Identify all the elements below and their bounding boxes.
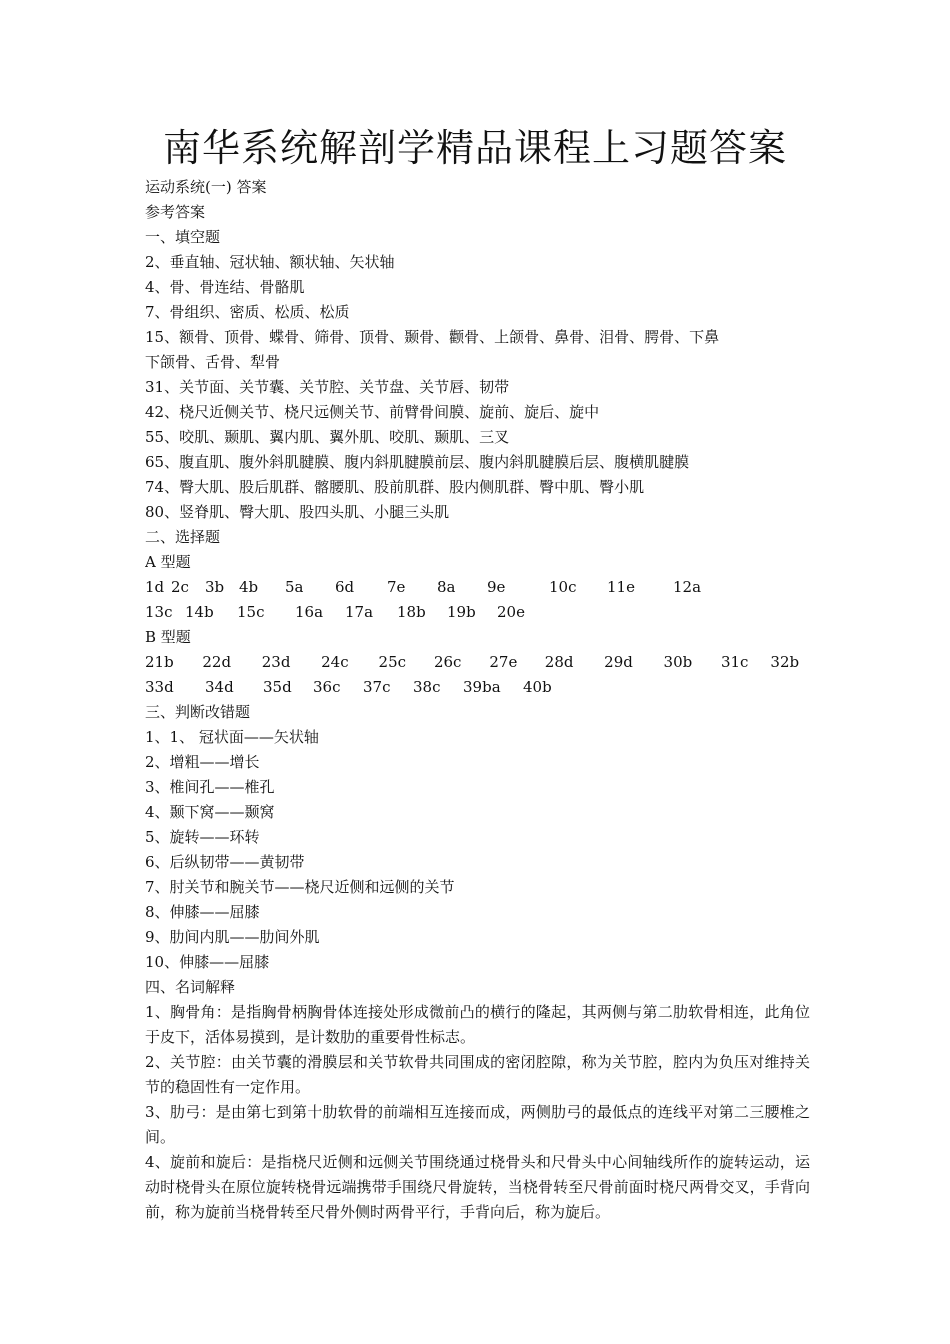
choice-answer: 28d (544, 653, 574, 671)
choice-answer: 33d (145, 678, 174, 696)
fill-answer: 15、额骨、顶骨、蝶骨、筛骨、顶骨、颞骨、颧骨、上颌骨、鼻骨、泪骨、腭骨、下鼻 (145, 328, 720, 346)
document-title: 南华系统解剖学精品课程上习题答案 (162, 126, 787, 170)
answer-row-a2 (145, 600, 810, 625)
document-body (145, 175, 810, 1225)
choice-answer: 31c (720, 653, 749, 671)
choice-answer: 23d (261, 653, 291, 671)
choice-answer: 38c (413, 678, 441, 696)
choice-answer: 24c (321, 653, 349, 671)
fill-answer: 65、腹直肌、腹外斜肌腱膜、腹内斜肌腱膜前层、腹内斜肌腱膜后层、腹横肌腱膜 (145, 453, 690, 471)
section-heading-fill: 一、填空题 (145, 228, 221, 246)
fill-answer: 31、关节面、关节囊、关节腔、关节盘、关节唇、韧带 (145, 378, 510, 396)
term-definition: 2、关节腔：由关节囊的滑膜层和关节软骨共同围成的密闭腔隙，称为关节腔，腔内为负压对维持关节的稳固性有一定作用。 (145, 1053, 810, 1096)
judge-answer: 9、肋间内肌——肋间外肌 (145, 928, 320, 946)
choice-answer: 29d (604, 653, 633, 671)
choice-answer: 3b (205, 578, 225, 596)
choice-answer: 7e (387, 578, 406, 596)
choice-answer: 25c (378, 653, 407, 671)
choice-answer: 14b (185, 603, 214, 621)
choice-answer: 30b (663, 653, 693, 671)
judge-answer: 7、肘关节和腕关节——桡尺近侧和远侧的关节 (145, 878, 455, 896)
choice-answer: 26c (433, 653, 462, 671)
fill-answer: 7、骨组织、密质、松质、松质 (145, 303, 350, 321)
choice-answer: 9e (487, 578, 506, 596)
section-heading-choice: 二、选择题 (145, 528, 221, 546)
judge-answer: 6、后纵韧带——黄韧带 (145, 853, 305, 871)
choice-answer: 15c (237, 603, 265, 621)
fill-answer: 55、咬肌、颞肌、翼内肌、翼外肌、咬肌、颞肌、三叉 (145, 428, 510, 446)
choice-answer: 13c (145, 603, 173, 621)
section-heading-judge: 三、判断改错题 (145, 703, 251, 721)
judge-answer: 3、椎间孔——椎孔 (145, 778, 275, 796)
fill-answer: 74、臀大肌、股后肌群、髂腰肌、股前肌群、股内侧肌群、臀中肌、臀小肌 (145, 478, 645, 496)
choice-answer: 2c (171, 578, 189, 596)
choice-answer: 22d (202, 653, 232, 671)
term-definition: 1、胸骨角：是指胸骨柄胸骨体连接处形成微前凸的横行的隆起，其两侧与第二肋软骨相连，此角位于皮下，活体易摸到，是计数肋的重要骨性标志。 (145, 1003, 810, 1046)
choice-answer: 35d (263, 678, 292, 696)
section-subtitle: 运动系统(一) 答案 (145, 178, 267, 196)
choice-answer: 32b (770, 653, 800, 671)
b-type-heading: B 型题 (145, 628, 191, 646)
answer-row-b2 (145, 675, 810, 700)
answer-row-a1 (145, 575, 810, 600)
choice-answer: 36c (313, 678, 341, 696)
choice-answer: 4b (239, 578, 259, 596)
choice-answer: 11e (607, 578, 635, 596)
judge-answer: 10、伸膝——屈膝 (145, 953, 270, 971)
choice-answer: 12a (673, 578, 702, 596)
term-definition: 4、旋前和旋后：是指桡尺近侧和远侧关节围绕通过桡骨头和尺骨头中心间轴线所作的旋转运动，运动时桡骨头在原位旋转桡骨远端携带手围绕尺骨旋转，当桡骨转至尺骨前面时桡尺两骨交叉，手背向前，称为旋前当桡骨转至尺骨外侧时两骨平行，手背向后，称为旋后。 (145, 1153, 810, 1221)
choice-answer: 6d (335, 578, 355, 596)
section-heading-terms: 四、名词解释 (145, 978, 236, 996)
term-definition: 3、肋弓：是由第七到第十肋软骨的前端相互连接而成，两侧肋弓的最低点的连线平对第二三腰椎之间。 (145, 1103, 810, 1146)
choice-answer: 1d (145, 578, 165, 596)
choice-answer: 8a (437, 578, 456, 596)
answer-row-b1 (145, 650, 810, 675)
judge-answer: 5、旋转——环转 (145, 828, 260, 846)
a-type-heading: A 型题 (145, 553, 191, 571)
fill-answer: 42、桡尺近侧关节、桡尺远侧关节、前臂骨间膜、旋前、旋后、旋中 (145, 403, 600, 421)
judge-answer: 1、1、 冠状面——矢状轴 (145, 728, 319, 746)
judge-answer: 2、增粗——增长 (145, 753, 260, 771)
choice-answer: 27e (489, 653, 518, 671)
choice-answer: 16a (295, 603, 324, 621)
choice-answer: 19b (447, 603, 476, 621)
reference-heading: 参考答案 (145, 203, 206, 221)
choice-answer: 39ba (463, 678, 501, 696)
choice-answer: 20e (497, 603, 525, 621)
choice-answer: 21b (145, 653, 174, 671)
choice-answer: 37c (363, 678, 391, 696)
fill-answer: 下颌骨、舌骨、犁骨 (145, 353, 281, 371)
choice-answer: 40b (523, 678, 552, 696)
judge-answer: 4、颞下窝——颞窝 (145, 803, 275, 821)
choice-answer: 18b (397, 603, 426, 621)
fill-answer: 2、垂直轴、冠状轴、额状轴、矢状轴 (145, 253, 395, 271)
choice-answer: 17a (345, 603, 374, 621)
choice-answer: 34d (205, 678, 234, 696)
judge-answer: 8、伸膝——屈膝 (145, 903, 260, 921)
fill-answer: 4、骨、骨连结、骨骼肌 (145, 278, 305, 296)
choice-answer: 5a (285, 578, 304, 596)
choice-answer: 10c (549, 578, 577, 596)
fill-answer: 80、竖脊肌、臀大肌、股四头肌、小腿三头肌 (145, 503, 450, 521)
